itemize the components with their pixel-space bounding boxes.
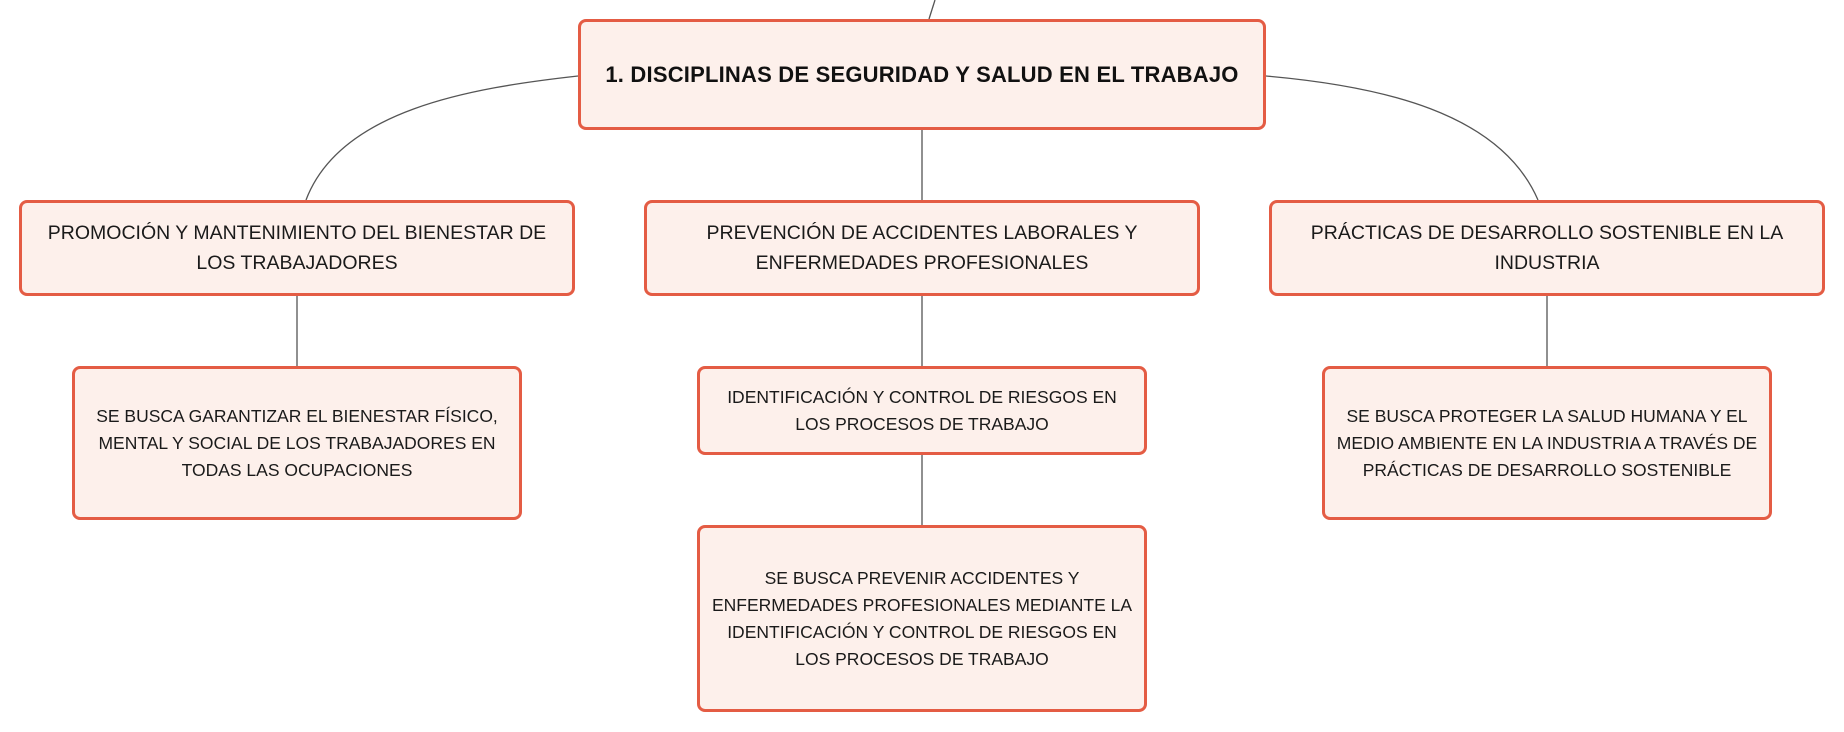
branch-1-label: PROMOCIÓN Y MANTENIMIENTO DEL BIENESTAR DE LOS TRABAJADORES	[47, 222, 547, 274]
branch-1-topic[interactable]	[19, 200, 575, 296]
branch-3-child-1[interactable]	[1322, 366, 1772, 520]
connector-root-to-branch-1	[306, 76, 578, 200]
branch-2-child-1-label: IDENTIFICACIÓN Y CONTROL DE RIESGOS EN LOS PROCESOS DE TRABAJO	[727, 386, 1117, 434]
connector-root-to-branch-3	[1266, 76, 1538, 200]
branch-2-child-2[interactable]	[697, 525, 1147, 712]
branch-2-label: PREVENCIÓN DE ACCIDENTES LABORALES Y ENFERMEDADES PROFESIONALES	[706, 222, 1138, 274]
connector-parent-to-root	[929, 0, 935, 19]
branch-3-child-1-label: SE BUSCA PROTEGER LA SALUD HUMANA Y EL MEDIO AMBIENTE EN LA INDUSTRIA A TRAVÉS DE PRÁCTICAS DE DESARROLLO SOSTENIBLE	[1336, 405, 1758, 480]
branch-1-child-1-label: SE BUSCA GARANTIZAR EL BIENESTAR FÍSICO, MENTAL Y SOCIAL DE LOS TRABAJADORES EN TODAS LAS OCUPACIONES	[96, 405, 498, 480]
branch-3-topic[interactable]	[1269, 200, 1825, 296]
branch-2-topic[interactable]	[644, 200, 1200, 296]
branch-1-child-1[interactable]	[72, 366, 522, 520]
root-topic-label: 1. DISCIPLINAS DE SEGURIDAD Y SALUD EN EL TRABAJO	[605, 61, 1239, 87]
root-topic[interactable]	[578, 19, 1266, 130]
branch-2-child-2-label: SE BUSCA PREVENIR ACCIDENTES Y ENFERMEDADES PROFESIONALES MEDIANTE LA IDENTIFICACIÓN Y CONTROL DE RIESGOS EN LOS PROCESOS DE TRABAJO	[711, 567, 1133, 669]
branch-2-child-1[interactable]	[697, 366, 1147, 455]
branch-3-label: PRÁCTICAS DE DESARROLLO SOSTENIBLE EN LA INDUSTRIA	[1310, 222, 1784, 274]
